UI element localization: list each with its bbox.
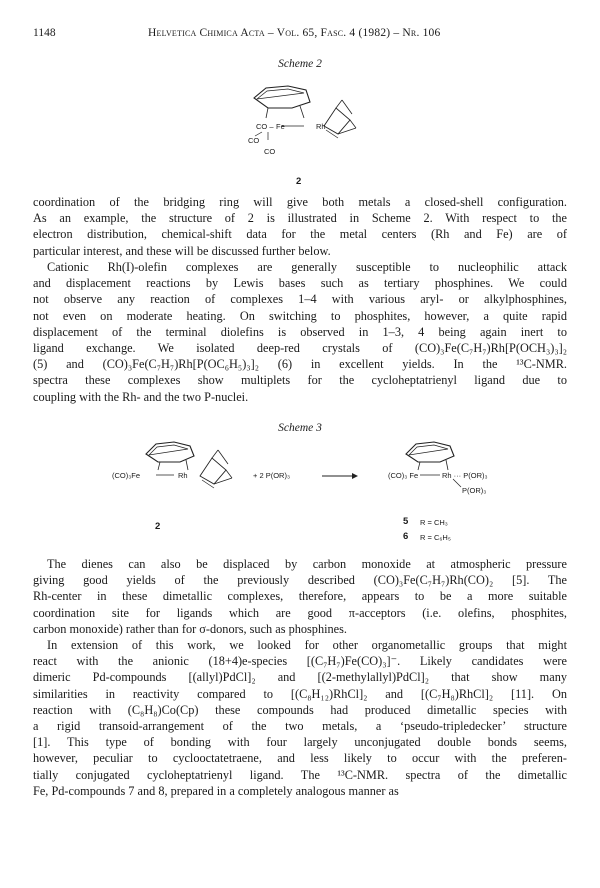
scheme-2-fe-label: Fe [276, 122, 285, 131]
text-line: a rigid transoid-arrangement of the two metals, a ‘pseudo-tripledecker’ structure [33, 718, 567, 733]
text-line: Fe, Pd-compounds 7 and 8, prepared in a completely analogous manner as [33, 783, 399, 798]
compound-5-number: 5 [403, 516, 409, 527]
text-line: [1]. This type of bonding with four largely unconjugated double bonds seems, [33, 735, 567, 750]
text-line: As an example, the structure of 2 is illustrated in Scheme 2. With respect to the [33, 211, 567, 226]
scheme-2-co-label-3: CO [264, 147, 276, 156]
text-line: coordination site for ligands which are good π-acceptors (i.e. olefins, phosphites, [33, 605, 567, 620]
text-line: not observe any reaction of complexes 1–4 with various aryl- or alkylphosphines, [33, 292, 567, 307]
text-line: spectra these complexes show multiplets for the cycloheptatrienyl ligand due to [33, 373, 567, 388]
scheme-3-right-p2-label: P(OR)₃ [462, 486, 487, 495]
reaction-arrow [322, 472, 358, 480]
scheme-2-co-label-1: CO – [256, 122, 274, 131]
paragraph-1 [33, 194, 567, 259]
scheme-3-reactant-structure [140, 438, 250, 508]
compound-6-number: 6 [403, 531, 409, 542]
compound-5-r-group: R = CH₃ [420, 518, 448, 527]
text-line: coordination of the bridging ring will give both metals a closed-shell configuration. [33, 195, 567, 209]
scheme-2-compound-number: 2 [296, 176, 302, 187]
text-line: similarities in reactivity compared to [(C₈H₁₂)RhCl]₂ and [(C₇H₈)RhCl]₂ [11]. On [33, 686, 567, 701]
text-line: react with the anionic (18+4)e-species [(C₇H₇)Fe(CO)₃]⁻. Likely candidates were [33, 654, 567, 669]
text-line: electron distribution, chemical-shift data for the metal centers (Rh and Fe) are of [33, 227, 567, 242]
journal-citation: Helvetica Chimica Acta – Vol. 65, Fasc. 4 (1982) – Nr. 106 [148, 27, 441, 39]
scheme-3-title: Scheme 3 [278, 422, 322, 434]
text-line: carbon monoxide) rather than for σ-donors, such as phosphines. [33, 621, 347, 636]
running-header [33, 27, 573, 43]
text-line: In extension of this work, we looked for other organometallic groups that might [47, 638, 567, 652]
scheme-2-rh-label: Rh [316, 122, 326, 131]
paragraph-2 [33, 259, 567, 405]
paragraph-4 [33, 637, 567, 799]
text-line: Cationic Rh(I)-olefin complexes are generally susceptible to nucleophilic attack [47, 260, 567, 274]
scheme-3-right-rh-label: Rh ··· P(OR)₃ [442, 471, 488, 480]
text-line: not even on moderate heating. On switching to phosphites, however, a quite rapid [33, 308, 567, 323]
scheme-3-right-fe-label: (CO)₃ Fe [388, 471, 419, 480]
text-line: tially conjugated cycloheptatrienyl ligand. The ¹³C-NMR. spectra of the dimetallic [33, 767, 567, 782]
text-line: and displacement reactions by Lewis bases such as tertiary phosphines. We could [33, 276, 567, 291]
paragraph-3 [33, 556, 567, 637]
scheme-3-left-rh-label: Rh [178, 471, 188, 480]
text-line: displacement of the terminal diolefins is observed in 1–3, 4 being again inert to [33, 324, 567, 339]
text-line: ligand exchange. We isolated deep-red crystals of (CO)₃Fe(C₇H₇)Rh[P(OCH₃)₃]₂ [33, 340, 567, 355]
text-line: reaction with (C₈H₈)Co(Cp) these compounds had produced dimetallic species with [33, 702, 567, 717]
scheme-2-co-label-2: CO [248, 136, 260, 145]
text-line: however, peculiar to cyclooctatetraene, and less likely to occur with the preferen- [33, 751, 567, 766]
scheme-3-left-fe-label: (CO)₃Fe [112, 471, 141, 480]
scheme-3-reagent: + 2 P(OR)₃ [253, 471, 291, 480]
scheme-2-title: Scheme 2 [278, 58, 322, 70]
scheme-3-compound-2: 2 [155, 521, 161, 532]
page-number: 1148 [33, 27, 56, 39]
compound-6-r-group: R = C₆H₅ [420, 533, 451, 542]
text-line: coupling with the Rh- and the two P-nuclei. [33, 389, 249, 404]
text-line: The dienes can also be displaced by carbon monoxide at atmospheric pressure [47, 557, 567, 571]
text-line: particular interest, and these will be discussed further below. [33, 243, 331, 258]
text-line: (5) and (CO)₃Fe(C₇H₇)Rh[P(OC₆H₅)₃]₂ (6) in excellent yields. In the ¹³C-NMR. [33, 357, 567, 372]
text-line: Rh-center in these dimetallic complexes, therefore, appears to be a more suitable [33, 589, 567, 604]
text-line: dimeric Pd-compounds [(allyl)PdCl]₂ and [(2-methylallyl)PdCl]₂ that show many [33, 670, 567, 685]
text-line: giving good yields of the previously described (CO)₃Fe(C₇H₇)Rh(CO)₂ [5]. The [33, 573, 567, 588]
